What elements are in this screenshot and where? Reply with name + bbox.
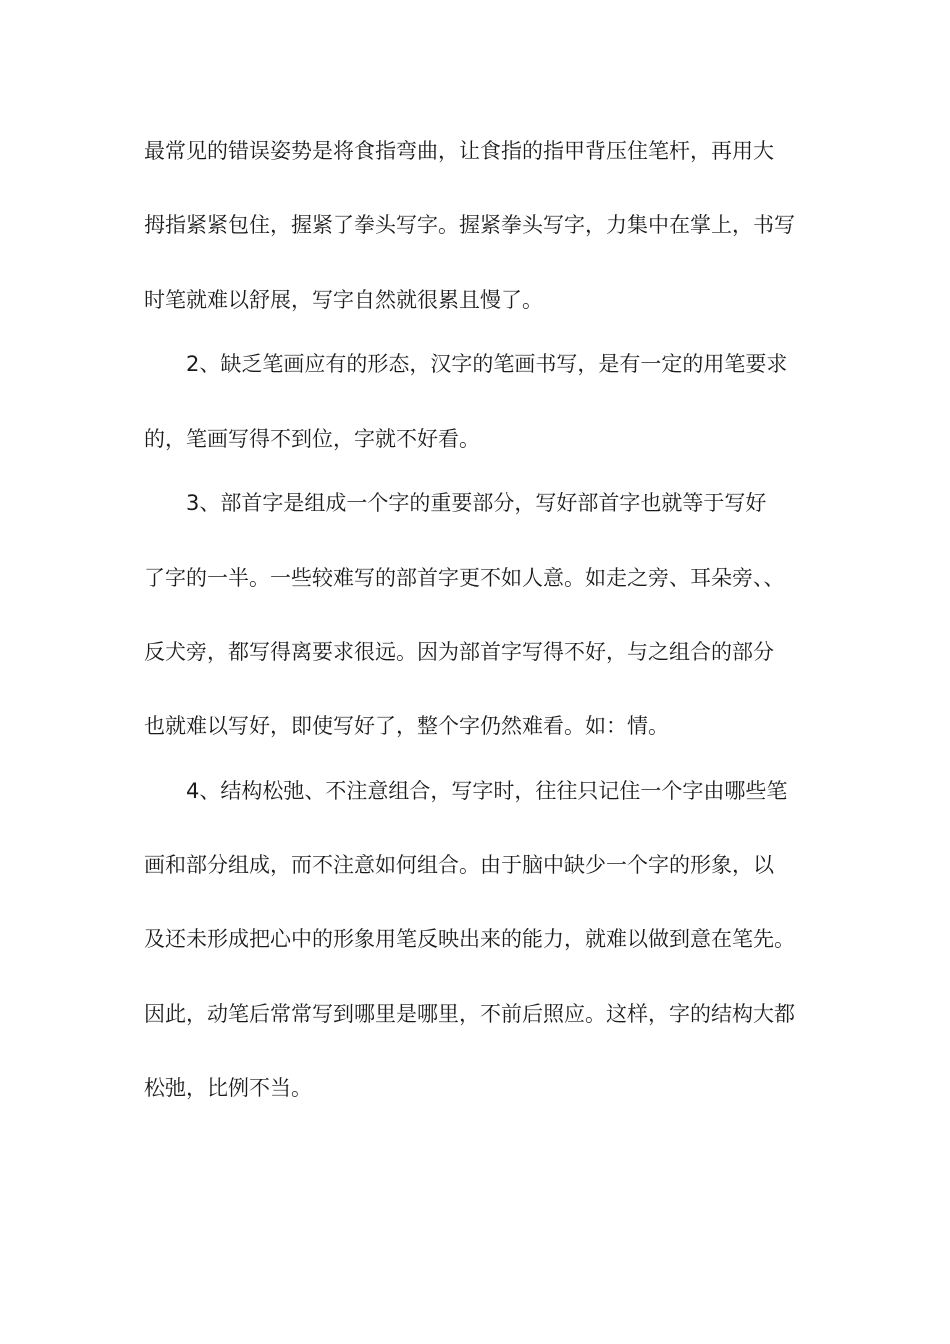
text-line: 因此，动笔后常常写到哪里是哪里，不前后照应。这样，字的结构大都: [144, 1002, 795, 1026]
text-line: 的，笔画写得不到位，字就不好看。: [144, 427, 480, 451]
text-line: 4、结构松弛、不注意组合，写字时，往往只记住一个字由哪些笔: [144, 779, 788, 803]
text-line: 2、缺乏笔画应有的形态，汉字的笔画书写，是有一定的用笔要求: [144, 352, 788, 376]
text-line: 3、部首字是组成一个字的重要部分，写好部首字也就等于写好: [144, 491, 767, 515]
text-line: 画和部分组成，而不注意如何组合。由于脑中缺少一个字的形象，以: [144, 853, 774, 877]
text-line: 了字的一半。一些较难写的部首字更不如人意。如走之旁、耳朵旁、、: [144, 566, 785, 590]
text-line: 时笔就难以舒展，写字自然就很累且慢了。: [144, 288, 543, 312]
text-line: 及还未形成把心中的形象用笔反映出来的能力，就难以做到意在笔先。: [144, 927, 795, 951]
text-line: 也就难以写好，即使写好了，整个字仍然难看。如：情。: [144, 714, 669, 738]
text-line: 拇指紧紧包住，握紧了拳头写字。握紧拳头写字，力集中在掌上，书写: [144, 213, 795, 237]
text-line: 反犬旁，都写得离要求很远。因为部首字写得不好，与之组合的部分: [144, 640, 774, 664]
text-line: 最常见的错误姿势是将食指弯曲，让食指的指甲背压住笔杆，再用大: [144, 139, 774, 163]
text-line: 松弛，比例不当。: [144, 1076, 312, 1100]
